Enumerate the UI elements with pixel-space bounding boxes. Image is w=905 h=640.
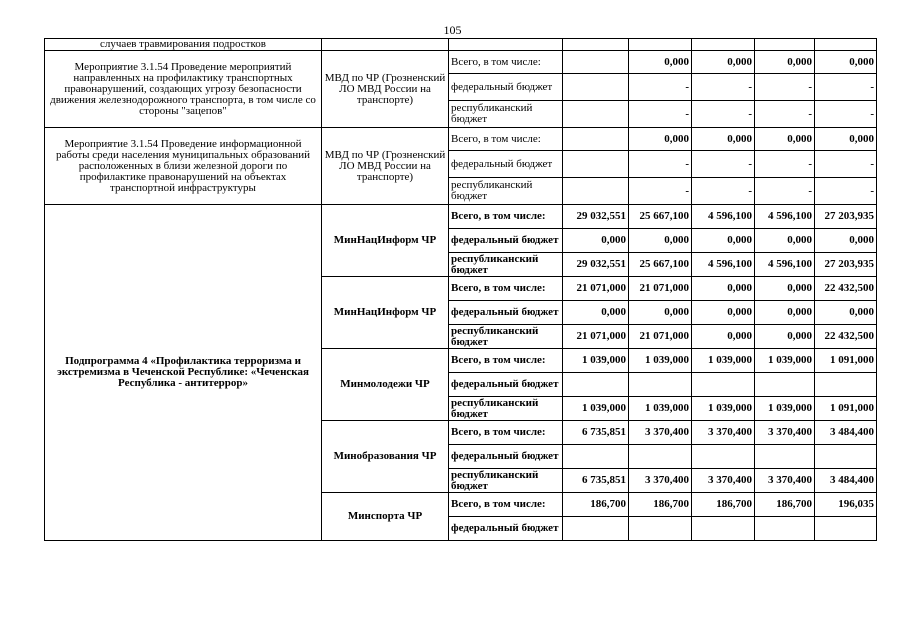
value-cell: 4 596,100 [692, 205, 755, 229]
value-cell: - [755, 101, 815, 128]
source-cell: республиканский бюджет [449, 325, 563, 349]
executor-cell: МинНацИнформ ЧР [322, 277, 449, 349]
value-cell: 0,000 [755, 128, 815, 151]
empty-cell [563, 39, 629, 51]
value-cell: - [755, 74, 815, 101]
value-cell: - [629, 178, 692, 205]
value-cell: 22 432,500 [815, 277, 877, 301]
value-cell: 27 203,935 [815, 253, 877, 277]
source-cell: Всего, в том числе: [449, 51, 563, 74]
value-cell [755, 445, 815, 469]
empty-cell [755, 39, 815, 51]
value-cell [563, 128, 629, 151]
value-cell: 1 039,000 [692, 349, 755, 373]
value-cell: - [692, 151, 755, 178]
value-cell: 4 596,100 [755, 253, 815, 277]
table-row [45, 128, 877, 151]
value-cell: 0,000 [755, 301, 815, 325]
value-cell: 0,000 [692, 229, 755, 253]
value-cell: - [692, 74, 755, 101]
source-cell: федеральный бюджет [449, 373, 563, 397]
value-cell: - [629, 74, 692, 101]
source-cell: федеральный бюджет [449, 74, 563, 101]
value-cell: 4 596,100 [755, 205, 815, 229]
executor-cell: Минмолодежи ЧР [322, 349, 449, 421]
value-cell: 0,000 [755, 51, 815, 74]
value-cell [563, 101, 629, 128]
source-cell: федеральный бюджет [449, 517, 563, 541]
page-number: 105 [443, 23, 462, 37]
source-cell: федеральный бюджет [449, 229, 563, 253]
executor-cell: Минспорта ЧР [322, 493, 449, 541]
value-cell: 0,000 [629, 128, 692, 151]
value-cell [692, 517, 755, 541]
value-cell: 6 735,851 [563, 469, 629, 493]
source-cell: Всего, в том числе: [449, 128, 563, 151]
value-cell: 0,000 [692, 277, 755, 301]
value-cell: 0,000 [815, 51, 877, 74]
value-cell: 1 039,000 [629, 349, 692, 373]
value-cell [563, 51, 629, 74]
value-cell: 3 370,400 [629, 469, 692, 493]
value-cell [755, 517, 815, 541]
value-cell: 1 091,000 [815, 349, 877, 373]
value-cell: 21 071,000 [563, 325, 629, 349]
executor-cell: Минобразования ЧР [322, 421, 449, 493]
value-cell: 1 039,000 [755, 349, 815, 373]
value-cell: - [815, 151, 877, 178]
executor-cell: МВД по ЧР (Грозненский ЛО МВД России на транспорте) [322, 128, 449, 205]
top-row-text: случаев травмирования подростков [45, 39, 322, 51]
value-cell: 25 667,100 [629, 253, 692, 277]
executor-cell: МинНацИнформ ЧР [322, 205, 449, 277]
value-cell: 0,000 [692, 301, 755, 325]
value-cell: 22 432,500 [815, 325, 877, 349]
value-cell: 1 039,000 [692, 397, 755, 421]
program-cell: Мероприятие 3.1.54 Проведение мероприятий направленных на профилактику транспортных правонарушений, создающих угрозу безопасности движения железнодорожного транспорта, в том числе со стороны "зацепов" [45, 51, 322, 128]
value-cell [563, 74, 629, 101]
value-cell: 29 032,551 [563, 205, 629, 229]
value-cell: - [815, 74, 877, 101]
source-cell: федеральный бюджет [449, 445, 563, 469]
value-cell: 0,000 [563, 229, 629, 253]
source-cell: федеральный бюджет [449, 151, 563, 178]
value-cell: 0,000 [629, 301, 692, 325]
value-cell: 0,000 [755, 229, 815, 253]
value-cell: 1 039,000 [755, 397, 815, 421]
value-cell: - [629, 101, 692, 128]
value-cell [755, 373, 815, 397]
value-cell: 27 203,935 [815, 205, 877, 229]
value-cell: 21 071,000 [629, 325, 692, 349]
value-cell [629, 373, 692, 397]
value-cell: 0,000 [692, 325, 755, 349]
value-cell: - [755, 178, 815, 205]
value-cell [815, 445, 877, 469]
value-cell [563, 178, 629, 205]
value-cell: - [755, 151, 815, 178]
value-cell: 3 370,400 [692, 421, 755, 445]
value-cell: 3 484,400 [815, 469, 877, 493]
value-cell [563, 151, 629, 178]
value-cell: 3 370,400 [755, 421, 815, 445]
value-cell: - [629, 151, 692, 178]
value-cell: 186,700 [692, 493, 755, 517]
source-cell: республиканский бюджет [449, 397, 563, 421]
value-cell [563, 373, 629, 397]
value-cell: 0,000 [815, 301, 877, 325]
empty-cell [815, 39, 877, 51]
value-cell: 0,000 [692, 51, 755, 74]
source-cell: Всего, в том числе: [449, 277, 563, 301]
value-cell: 21 071,000 [563, 277, 629, 301]
value-cell: 186,700 [629, 493, 692, 517]
empty-cell [629, 39, 692, 51]
value-cell: - [815, 101, 877, 128]
value-cell: 1 039,000 [563, 397, 629, 421]
value-cell: 196,035 [815, 493, 877, 517]
source-cell: Всего, в том числе: [449, 421, 563, 445]
table-row [45, 51, 877, 74]
table-row [45, 39, 877, 51]
value-cell [563, 517, 629, 541]
source-cell: республиканский бюджет [449, 178, 563, 205]
value-cell: 1 039,000 [629, 397, 692, 421]
value-cell: 29 032,551 [563, 253, 629, 277]
value-cell [629, 517, 692, 541]
subprogram-title: Подпрограмма 4 «Профилактика терроризма и экстремизма в Чеченской Республике: «Чеченская Республика - антитеррор» [45, 205, 322, 541]
value-cell: 186,700 [563, 493, 629, 517]
value-cell: - [815, 178, 877, 205]
value-cell: 0,000 [629, 229, 692, 253]
value-cell: 0,000 [755, 277, 815, 301]
value-cell: 0,000 [815, 229, 877, 253]
executor-cell: МВД по ЧР (Грозненский ЛО МВД России на транспорте) [322, 51, 449, 128]
value-cell [815, 373, 877, 397]
value-cell [692, 445, 755, 469]
value-cell: 0,000 [692, 128, 755, 151]
empty-cell [449, 39, 563, 51]
value-cell [563, 445, 629, 469]
value-cell: 25 667,100 [629, 205, 692, 229]
value-cell: 4 596,100 [692, 253, 755, 277]
source-cell: Всего, в том числе: [449, 349, 563, 373]
source-cell: Всего, в том числе: [449, 205, 563, 229]
program-cell: Мероприятие 3.1.54 Проведение информационной работы среди населения муниципальных образований расположенных в близи железной дороги по профилактике правонарушений на объектах транспортной инфраструктуры [45, 128, 322, 205]
value-cell [815, 517, 877, 541]
value-cell: 3 370,400 [755, 469, 815, 493]
value-cell: 0,000 [755, 325, 815, 349]
source-cell: республиканский бюджет [449, 469, 563, 493]
value-cell: 6 735,851 [563, 421, 629, 445]
budget-table [44, 38, 877, 541]
value-cell: 21 071,000 [629, 277, 692, 301]
table-row [45, 205, 877, 229]
value-cell: 3 484,400 [815, 421, 877, 445]
value-cell: 0,000 [563, 301, 629, 325]
value-cell: 1 091,000 [815, 397, 877, 421]
value-cell [692, 373, 755, 397]
source-cell: федеральный бюджет [449, 301, 563, 325]
value-cell: 3 370,400 [629, 421, 692, 445]
source-cell: Всего, в том числе: [449, 493, 563, 517]
value-cell: 0,000 [629, 51, 692, 74]
value-cell: 3 370,400 [692, 469, 755, 493]
value-cell: 186,700 [755, 493, 815, 517]
source-cell: республиканский бюджет [449, 253, 563, 277]
value-cell: 1 039,000 [563, 349, 629, 373]
empty-cell [692, 39, 755, 51]
value-cell [629, 445, 692, 469]
value-cell: - [692, 178, 755, 205]
empty-cell [322, 39, 449, 51]
source-cell: республиканский бюджет [449, 101, 563, 128]
value-cell: - [692, 101, 755, 128]
value-cell: 0,000 [815, 128, 877, 151]
